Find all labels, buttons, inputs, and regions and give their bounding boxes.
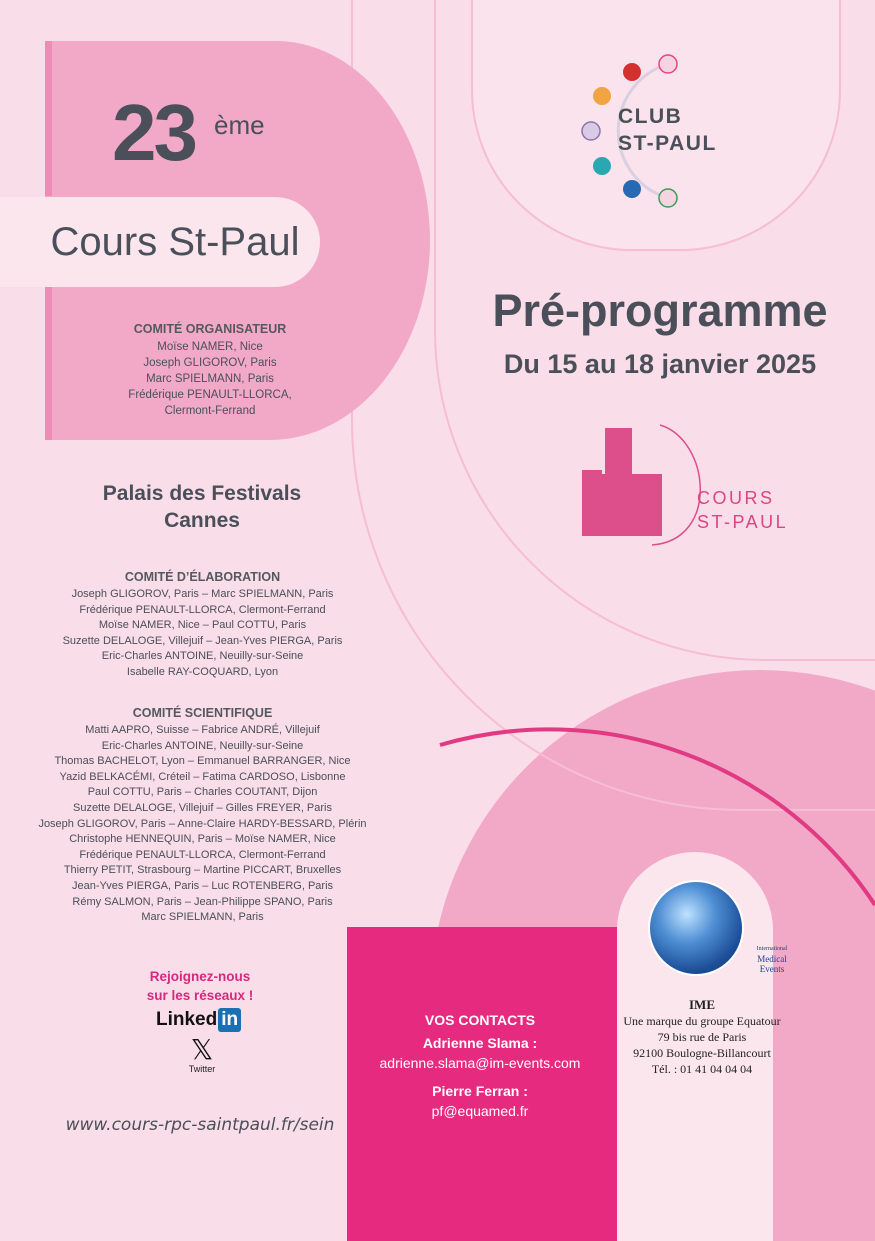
page-title: Pré-programme bbox=[492, 285, 828, 336]
scientific-member: Yazid BELKACÉMI, Créteil – Fatima CARDOSO, Lisbonne bbox=[59, 770, 346, 783]
contact-name: Pierre Ferran : bbox=[432, 1083, 528, 1099]
venue-line-2: Cannes bbox=[164, 509, 240, 532]
ime-badge bbox=[742, 944, 802, 974]
x-glyph: 𝕏 bbox=[190, 1033, 214, 1066]
website-link[interactable]: www.cours-rpc-saintpaul.fr/sein bbox=[65, 1115, 335, 1135]
ime-line: 79 bis rue de Paris bbox=[657, 1030, 747, 1044]
club-logo-text bbox=[618, 103, 758, 157]
edition-value: 23 bbox=[112, 88, 195, 177]
contact-name: Adrienne Slama : bbox=[422, 1035, 538, 1051]
club-line-1: CLUB bbox=[618, 105, 683, 128]
contact-email[interactable]: adrienne.slama@im-events.com bbox=[379, 1055, 581, 1071]
scientific-member: Suzette DELALOGE, Villejuif – Gilles FREYER, Paris bbox=[72, 801, 332, 814]
scientific-member: Frédérique PENAULT-LLORCA, Clermont-Ferrand bbox=[79, 848, 326, 861]
cours-tower-logo bbox=[582, 428, 662, 536]
scientific-member: Thomas BACHELOT, Lyon – Emmanuel BARRANGER, Nice bbox=[54, 755, 351, 768]
edition-suffix: ème bbox=[214, 110, 265, 140]
organizing-committee bbox=[90, 322, 330, 419]
ime-badge-line: International bbox=[756, 946, 788, 952]
x-label: Twitter bbox=[188, 1064, 216, 1074]
elaboration-committee-title: COMITÉ D’ÉLABORATION bbox=[124, 570, 281, 584]
ime-badge-line: Medical bbox=[757, 954, 787, 964]
elaboration-member: Isabelle RAY-COQUARD, Lyon bbox=[126, 665, 279, 678]
pink-bar-1 bbox=[45, 41, 52, 196]
edition-number bbox=[112, 88, 352, 178]
contacts-block bbox=[360, 1012, 600, 1129]
ime-name: IME bbox=[689, 997, 715, 1012]
cours-logo-line-1: COURS bbox=[697, 488, 775, 508]
organizing-committee-title: COMITÉ ORGANISATEUR bbox=[133, 322, 287, 336]
venue bbox=[52, 480, 352, 534]
cours-logo-line-2: ST-PAUL bbox=[697, 512, 789, 532]
scientific-committee bbox=[30, 706, 375, 926]
organizing-member: Joseph GLIGOROV, Paris bbox=[143, 357, 277, 369]
scientific-committee-title: COMITÉ SCIENTIFIQUE bbox=[132, 706, 273, 720]
course-title: Cours St-Paul bbox=[50, 219, 300, 264]
organizing-member: Frédérique PENAULT-LLORCA, bbox=[128, 389, 292, 401]
social-title-line-2: sur les réseaux ! bbox=[146, 988, 254, 1003]
scientific-member: Rémy SALMON, Paris – Jean-Philippe SPANO, Paris bbox=[72, 895, 333, 908]
pink-bar-2 bbox=[45, 287, 52, 440]
contact-email[interactable]: pf@equamed.fr bbox=[431, 1103, 529, 1119]
scientific-member: Matti AAPRO, Suisse – Fabrice ANDRÉ, Villejuif bbox=[85, 724, 320, 736]
elaboration-member: Moïse NAMER, Nice – Paul COTTU, Paris bbox=[98, 619, 307, 632]
elaboration-member: Suzette DELALOGE, Villejuif – Jean-Yves PIERGA, Paris bbox=[62, 634, 343, 647]
ime-badge-line: Events bbox=[759, 964, 785, 974]
scientific-member: Marc SPIELMANN, Paris bbox=[141, 911, 264, 924]
scientific-member: Paul COTTU, Paris – Charles COUTANT, Dijon bbox=[87, 786, 318, 799]
scientific-member: Christophe HENNEQUIN, Paris – Moïse NAMER, Nice bbox=[69, 833, 336, 846]
event-dates: Du 15 au 18 janvier 2025 bbox=[503, 349, 817, 379]
linkedin-icon[interactable] bbox=[156, 1007, 241, 1033]
elaboration-member: Eric-Charles ANTOINE, Neuilly-sur-Seine bbox=[101, 650, 304, 663]
contacts-title: VOS CONTACTS bbox=[424, 1012, 536, 1028]
social-title bbox=[110, 967, 290, 1005]
scientific-member: Joseph GLIGOROV, Paris – Anne-Claire HARDY-BESSARD, Plérin bbox=[38, 817, 367, 830]
elaboration-member: Joseph GLIGOROV, Paris – Marc SPIELMANN, Paris bbox=[71, 588, 334, 600]
organizing-member: Marc SPIELMANN, Paris bbox=[146, 373, 274, 385]
scientific-member: Eric-Charles ANTOINE, Neuilly-sur-Seine bbox=[101, 739, 304, 752]
ime-info bbox=[612, 997, 792, 1077]
scientific-member: Jean-Yves PIERGA, Paris – Luc ROTENBERG, Paris bbox=[71, 879, 334, 892]
cours-logo-text bbox=[697, 486, 857, 534]
ime-line: 92100 Boulogne-Billancourt bbox=[633, 1046, 771, 1060]
ime-line: Tél. : 01 41 04 04 04 bbox=[651, 1062, 753, 1076]
organizing-member: Moïse NAMER, Nice bbox=[157, 341, 263, 353]
club-line-2: ST-PAUL bbox=[618, 132, 717, 155]
venue-line-1: Palais des Festivals bbox=[102, 482, 302, 505]
elaboration-member: Frédérique PENAULT-LLORCA, Clermont-Ferrand bbox=[79, 603, 326, 616]
linkedin-text: Linked bbox=[156, 1009, 218, 1030]
organizing-member: Clermont-Ferrand bbox=[164, 405, 256, 417]
elaboration-committee bbox=[30, 570, 375, 681]
linkedin-box: in bbox=[218, 1008, 241, 1032]
ime-line: Une marque du groupe Equatour bbox=[623, 1014, 781, 1028]
scientific-member: Thierry PETIT, Strasbourg – Martine PICCART, Bruxelles bbox=[63, 864, 342, 877]
x-twitter-icon[interactable] bbox=[186, 1033, 218, 1074]
social-title-line-1: Rejoignez-nous bbox=[149, 969, 251, 984]
globe-logo-icon bbox=[650, 882, 742, 974]
